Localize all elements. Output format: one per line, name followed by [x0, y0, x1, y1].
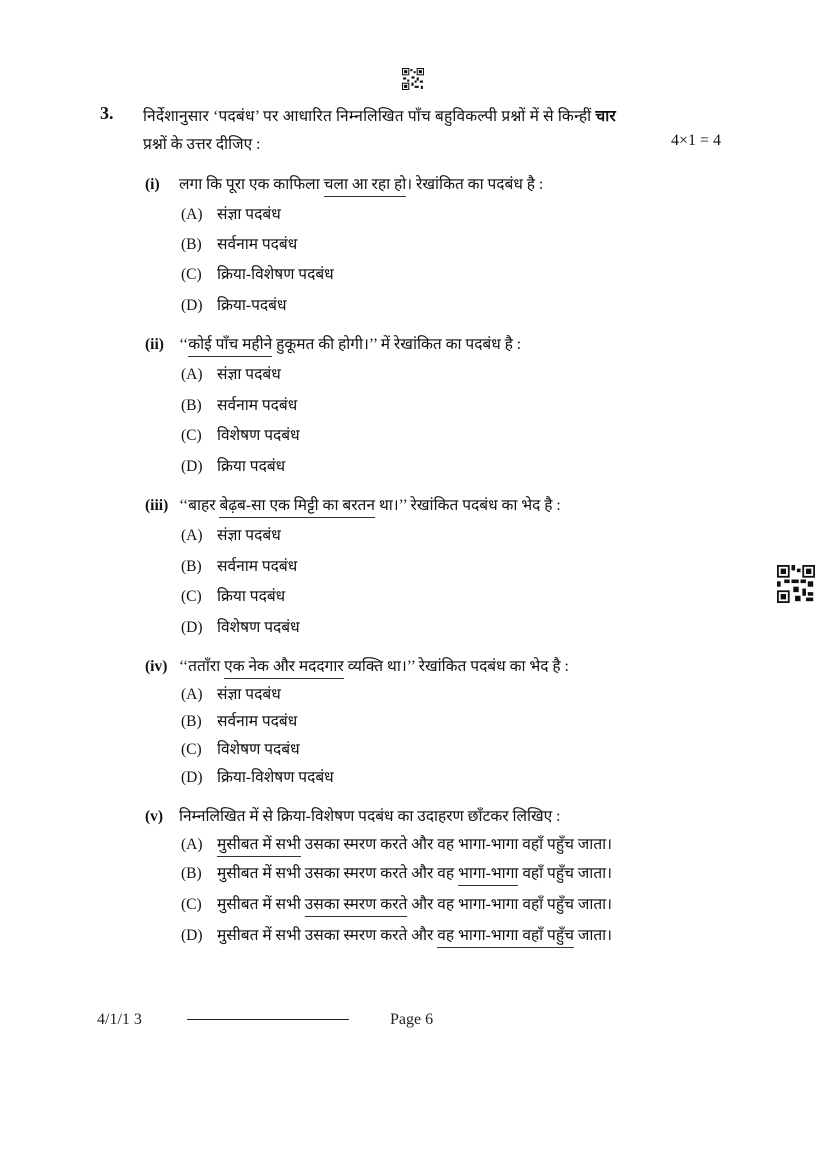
subquestion-iv: (iv) ‘‘तताँरा एक नेक और मददगार व्यक्ति था।’’ रेखांकित पदबंध का भेद है : [145, 654, 569, 676]
option: (D) क्रिया पदबंध [181, 458, 286, 475]
option: (A) संज्ञा पदबंध [181, 366, 281, 383]
question-instruction [143, 104, 616, 126]
option: (C) मुसीबत में सभी उसका स्मरण करते और वह भागा-भागा वहाँ पहुँच जाता। [181, 892, 612, 914]
paper-code: 4/1/1 3 [97, 1011, 142, 1028]
footer-divider [187, 1019, 349, 1020]
option: (A) संज्ञा पदबंध [181, 686, 281, 703]
page-number: Page 6 [390, 1011, 434, 1028]
underlined-phrase: मुसीबत में सभी [217, 836, 301, 857]
option: (D) क्रिया-पदबंध [181, 297, 287, 314]
option: (A) संज्ञा पदबंध [181, 527, 281, 544]
option: (A) मुसीबत में सभी उसका स्मरण करते और वह भागा-भागा वहाँ पहुँच जाता। [181, 832, 612, 854]
underlined-phrase: बेढ़ब-सा एक मिट्टी का बरतन [219, 497, 374, 518]
instruction-emphasis: चार [595, 108, 616, 125]
option: (B) सर्वनाम पदबंध [181, 713, 298, 730]
option: (B) सर्वनाम पदबंध [181, 236, 298, 253]
instruction-text: निर्देशानुसार ‘पदबंध’ पर आधारित निम्नलिखित पाँच बहुविकल्पी प्रश्नों में से किन्हीं [143, 108, 596, 125]
underlined-phrase: वह भागा-भागा वहाँ पहुँच [437, 927, 574, 948]
option: (C) विशेषण पदबंध [181, 427, 300, 444]
question-instruction-line2: प्रश्नों के उत्तर दीजिए : [143, 136, 261, 153]
option: (D) मुसीबत में सभी उसका स्मरण करते और वह भागा-भागा वहाँ पहुँच जाता। [181, 923, 612, 945]
underlined-phrase: भागा-भागा [458, 865, 518, 886]
option: (C) क्रिया-विशेषण पदबंध [181, 266, 334, 283]
option: (D) क्रिया-विशेषण पदबंध [181, 769, 334, 786]
marks-allocation: 4×1 = 4 [671, 132, 722, 149]
subquestion-i: (i) लगा कि पूरा एक काफिला चला आ रहा हो। रेखांकित का पदबंध है : [145, 172, 543, 194]
option: (B) मुसीबत में सभी उसका स्मरण करते और वह भागा-भागा वहाँ पहुँच जाता। [181, 861, 612, 883]
option: (B) सर्वनाम पदबंध [181, 558, 298, 575]
option: (C) विशेषण पदबंध [181, 741, 300, 758]
underlined-phrase: एक नेक और मददगार [224, 658, 344, 679]
subquestion-ii: (ii) ‘‘कोई पाँच महीने हुकूमत की होगी।’’ में रेखांकित का पदबंध है : [145, 332, 521, 354]
option: (A) संज्ञा पदबंध [181, 206, 281, 223]
question-number: 3. [100, 103, 114, 123]
subquestion-v: (v) निम्नलिखित में से क्रिया-विशेषण पदबंध का उदाहरण छाँटकर लिखिए : [145, 808, 561, 825]
subquestion-iii: (iii) ‘‘बाहर बेढ़ब-सा एक मिट्टी का बरतन था।’’ रेखांकित पदबंध का भेद है : [145, 493, 561, 515]
underlined-phrase: उसका स्मरण करते [305, 896, 408, 917]
underlined-phrase: चला आ रहा हो [324, 176, 407, 197]
underlined-phrase: कोई पाँच महीने [188, 336, 272, 357]
option: (C) क्रिया पदबंध [181, 588, 286, 605]
option: (D) विशेषण पदबंध [181, 619, 300, 636]
option: (B) सर्वनाम पदबंध [181, 397, 298, 414]
qr-code-icon [777, 565, 815, 603]
qr-code-icon [402, 68, 424, 90]
